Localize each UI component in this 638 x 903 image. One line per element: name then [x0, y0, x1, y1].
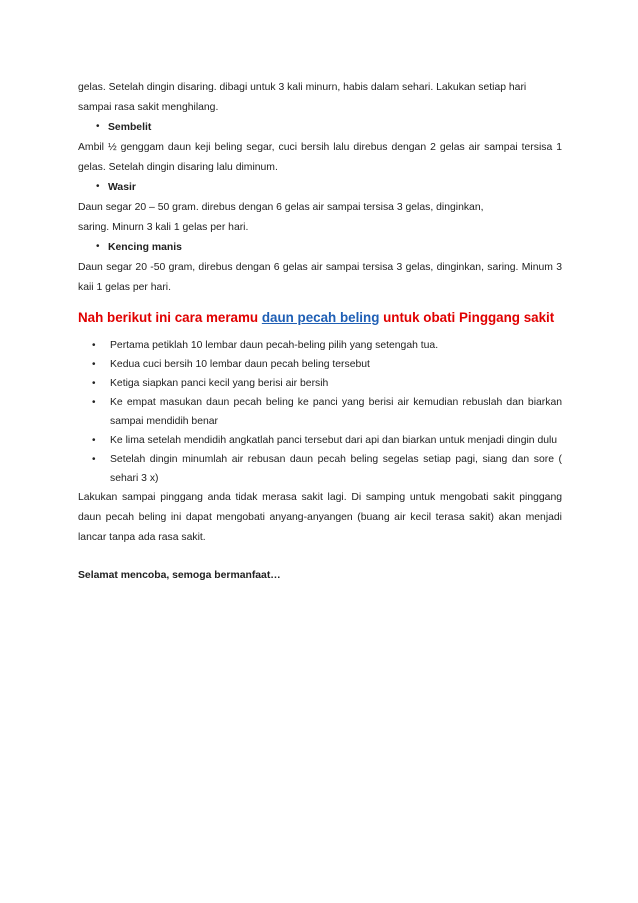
- section-title-row: [78, 238, 562, 258]
- step-text: Pertama petiklah 10 lembar daun pecah-beling pilih yang setengah tua.: [110, 340, 439, 351]
- bullet-icon: •: [92, 359, 96, 370]
- bullet-icon: •: [92, 454, 96, 465]
- section-text-kencing-manis: Daun segar 20 -50 gram, direbus dengan 6 gelas air sampai tersisa 3 gelas, dinginkan, saring. Minum 3 kaii 1 gelas per hari.: [78, 262, 562, 293]
- section-title-sembelit: Sembelit: [108, 122, 152, 133]
- section-text-wasir-line-1: Daun segar 20 – 50 gram. direbus dengan 6 gelas air sampai tersisa 3 gelas, dinginkan,: [78, 202, 484, 213]
- section-text-sembelit: Ambil ½ genggam daun keji beling segar, cuci bersih lalu direbus dengan 2 gelas air sampai tersisa 1 gelas. Setelah dingin disaring lalu diminum.: [78, 142, 562, 173]
- conclusion-paragraph: Lakukan sampai pinggang anda tidak merasa sakit lagi. Di samping untuk mengobati sakit pinggang daun pecah beling ini dapat mengobati anyang-anyangen (buang air kecil terasa sakit) akan menjadi lancar tanpa ada rasa sakit.: [78, 492, 562, 543]
- list-item: [78, 431, 562, 450]
- step-text: Kedua cuci bersih 10 lembar daun pecah beling tersebut: [110, 359, 370, 370]
- intro-line-2: sampai rasa sakit menghilang.: [78, 102, 219, 113]
- bullet-icon: •: [96, 241, 100, 252]
- list-item: [78, 374, 562, 393]
- section-title-wasir: Wasir: [108, 182, 136, 193]
- bullet-icon: •: [96, 181, 100, 192]
- heading-link[interactable]: daun pecah beling: [261, 310, 380, 325]
- intro-line-1: gelas. Setelah dingin disaring. dibagi untuk 3 kali minurn, habis dalam sehari. Lakukan setiap hari: [78, 82, 527, 93]
- closing-line: Selamat mencoba, semoga bermanfaat…: [78, 570, 281, 581]
- list-item: [78, 355, 562, 374]
- bullet-icon: •: [92, 378, 96, 389]
- bullet-icon: •: [92, 435, 96, 446]
- recipe-heading: [78, 308, 562, 328]
- document-page: [78, 78, 562, 586]
- section-title-row: [78, 118, 562, 138]
- list-item: [78, 450, 562, 488]
- step-text: Setelah dingin minumlah air rebusan daun pecah beling segelas setiap pagi, siang dan sore ( sehari 3 x): [110, 454, 562, 484]
- heading-text-after: untuk obati Pinggang sakit: [379, 310, 555, 325]
- steps-list: [78, 336, 562, 488]
- section-title-row: [78, 178, 562, 198]
- list-item: [78, 393, 562, 431]
- step-text: Ketiga siapkan panci kecil yang berisi air bersih: [110, 378, 329, 389]
- section-text-wasir-line-2: saring. Minurn 3 kali 1 gelas per hari.: [78, 222, 249, 233]
- bullet-icon: •: [92, 340, 96, 351]
- step-text: Ke lima setelah mendidih angkatlah panci tersebut dari api dan biarkan untuk menjadi dingin dulu: [110, 435, 558, 446]
- step-text: Ke empat masukan daun pecah beling ke panci yang berisi air kemudian rebuslah dan biarkan sampai mendidih benar: [110, 397, 562, 427]
- bullet-icon: •: [92, 397, 96, 408]
- heading-text-before: Nah berikut ini cara meramu: [78, 310, 262, 325]
- list-item: [78, 336, 562, 355]
- section-title-kencing-manis: Kencing manis: [108, 242, 182, 253]
- bullet-icon: •: [96, 121, 100, 132]
